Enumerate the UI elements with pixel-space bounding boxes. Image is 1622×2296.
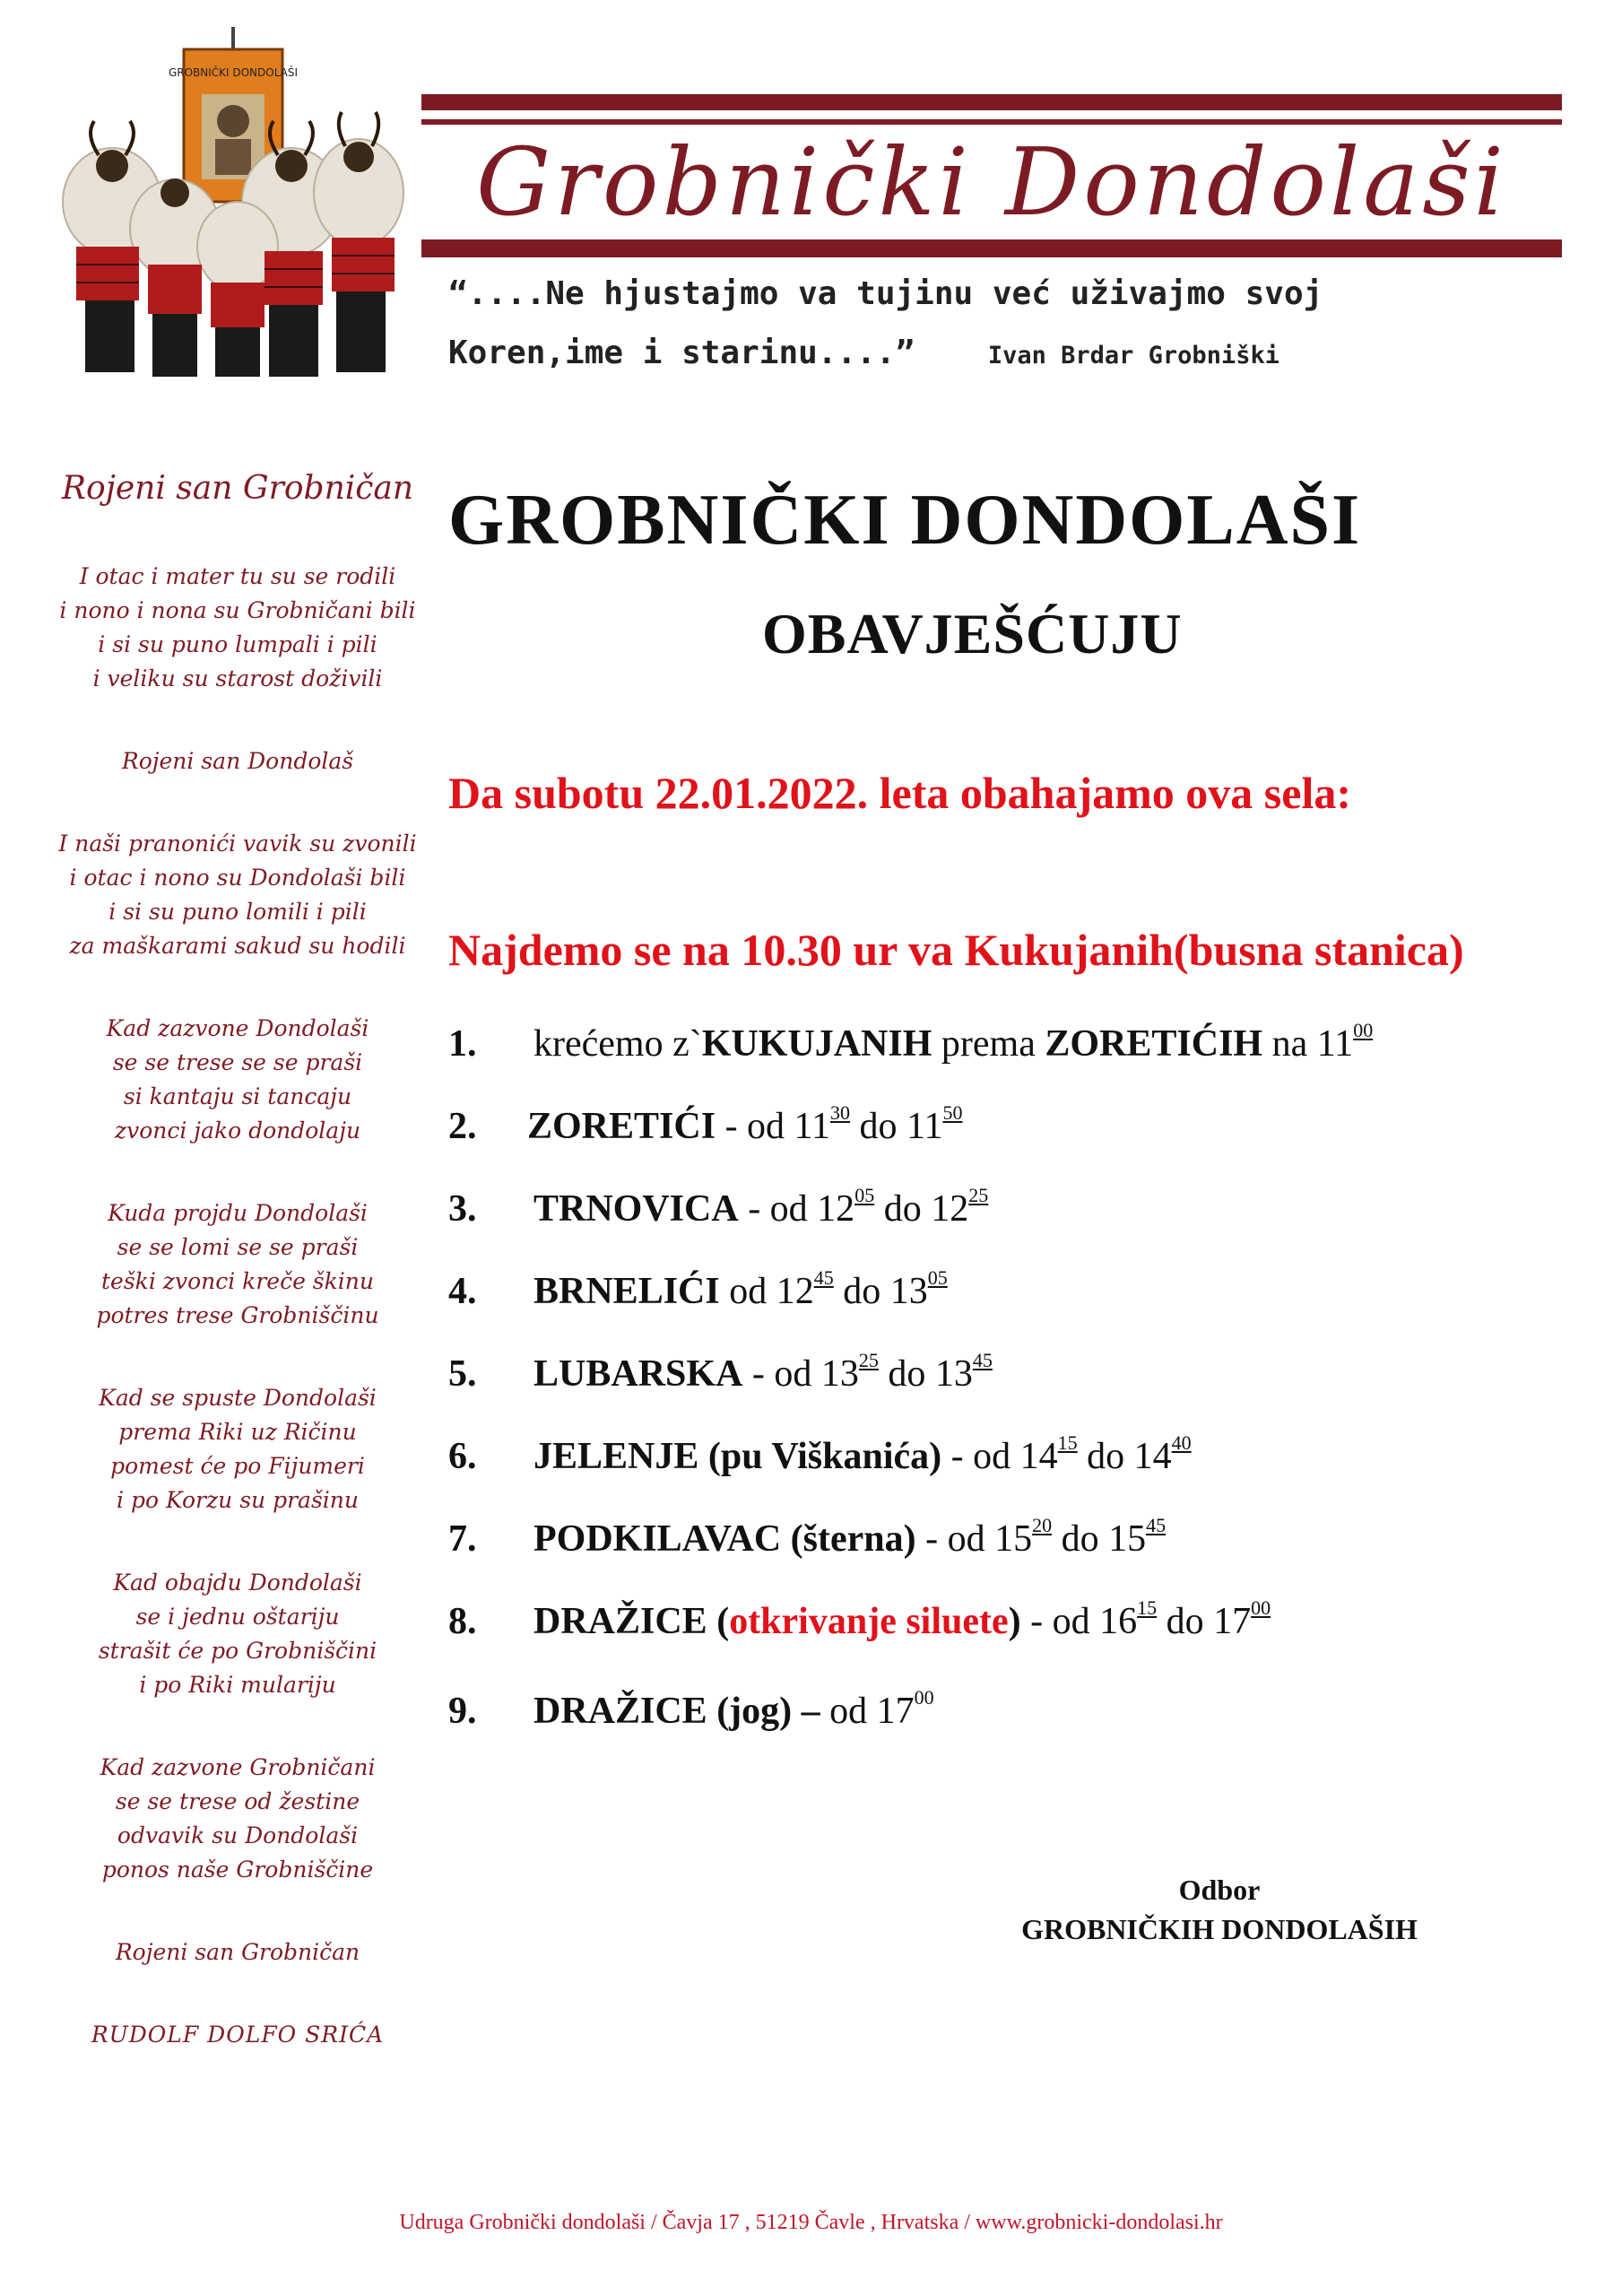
item-number: 5. <box>448 1353 477 1395</box>
poem-line: potres trese Grobniščinu <box>96 1302 379 1328</box>
poem-line-dondolas: Rojeni san Dondolaš <box>121 748 354 774</box>
poem-stanza-5 <box>36 1381 439 1518</box>
quote-line-2 <box>448 328 1569 381</box>
poem-line: prema Riki uz Ričinu <box>118 1419 357 1445</box>
item-text: LUBARSKA - od $13^{25}$ do $13^{45}$ <box>533 1349 993 1395</box>
item-number: 1. <box>448 1023 477 1065</box>
item-text: krećemo z`KUKUJANIH prema ZORETIĆIH na $11^{00}$ <box>533 1019 1374 1065</box>
highlight-text: otkrivanje siluete <box>729 1601 1009 1642</box>
item-number: 6. <box>448 1436 477 1477</box>
poem-author: RUDOLF DOLFO SRIĆA <box>91 2022 385 2048</box>
item-text: ZORETIĆI - od $11^{30}$ do $11^{50}$ <box>527 1101 963 1147</box>
poem-stanza-2 <box>36 827 439 963</box>
header-quote <box>448 269 1569 381</box>
banner-bar-bottom <box>421 239 1562 257</box>
poem-line: Kad zazvone Dondolaši <box>106 1015 369 1041</box>
poem-line: i si su puno lomili i pili <box>108 899 367 925</box>
poem-line: za maškarami sakud su hodili <box>69 933 406 959</box>
signoff <box>977 1870 1605 1949</box>
poem-line: odvavik su Dondolaši <box>117 1822 359 1848</box>
poem-line: Kad se spuste Dondolaši <box>99 1385 377 1411</box>
poem-line: se se trese od žestine <box>115 1788 360 1814</box>
poem-stanza-3 <box>36 1012 439 1148</box>
poem-stanza-7 <box>36 1751 439 1887</box>
item-text: TRNOVICA - od $12^{05}$ do $12^{25}$ <box>533 1184 989 1230</box>
poem-line: pomest će po Fijumeri <box>110 1453 365 1479</box>
poem-stanza-1 <box>36 560 439 696</box>
meeting-line: Najdemo se na 10.30 ur va Kukujanih(busna stanica) <box>448 925 1464 975</box>
poem-line: i veliku su starost doživili <box>92 665 383 691</box>
item-text: JELENJE (pu Viškanića) - od $14^{15}$ do $14^{40}$ <box>533 1431 1192 1477</box>
poem-title: Rojeni san Grobničan <box>61 470 414 507</box>
poem-line: Kad obajdu Dondolaši <box>113 1570 362 1596</box>
poem-line: ponos naše Grobniščine <box>101 1857 374 1883</box>
footer-address: Udruga Grobnički dondolaši / Čavja 17 , 51219 Čavle , Hrvatska / www.grobnicki-dondolasi.hr <box>399 2211 1223 2234</box>
item-number: 8. <box>448 1601 477 1642</box>
item-number: 3. <box>448 1188 477 1230</box>
poem-line: Kuda projdu Dondolaši <box>108 1200 368 1226</box>
svg-text:GROBNIČKI DONDOLAŠI: GROBNIČKI DONDOLAŠI <box>168 66 299 79</box>
signoff-line-2: GROBNIČKIH DONDOLAŠIH <box>1021 1913 1418 1945</box>
signoff-line-1: Odbor <box>1178 1874 1261 1906</box>
poem-line: teški zvonci kreče škinu <box>101 1268 374 1294</box>
date-line: Da subotu 22.01.2022. leta obahajamo ova sela: <box>448 768 1351 818</box>
poem-line: se se lomi se se praši <box>117 1234 359 1260</box>
poem-line: se i jednu oštariju <box>135 1604 340 1630</box>
notice-title: GROBNIČKI DONDOLAŠI <box>448 481 1362 560</box>
quote-line-1: “....Ne hjustajmo va tujinu već uživajmo svoj <box>448 275 1323 312</box>
item-text: PODKILAVAC (šterna) - od $15^{20}$ do $15^{45}$ <box>533 1514 1167 1560</box>
notice-subtitle: OBAVJEŠĆUJU <box>762 602 1183 665</box>
item-text: BRNELIĆI od $12^{45}$ do $13^{05}$ <box>533 1266 948 1312</box>
poem-line: si kantaju si tancaju <box>123 1083 352 1109</box>
item-number: 2. <box>448 1106 477 1147</box>
poem-line: i nono i nona su Grobničani bili <box>59 597 416 623</box>
item-number: 4. <box>448 1271 477 1312</box>
item-text: DRAŽICE (otkrivanje siluete) - od $16^{15}$ do $17^{00}$ <box>533 1596 1271 1642</box>
item-number: 7. <box>448 1518 477 1560</box>
item-text: DRAŽICE (jog) – od $17^{00}$ <box>533 1686 934 1732</box>
poem-line: i po Riki mulariju <box>139 1672 336 1698</box>
poem-closing: Rojeni san Grobničan <box>115 1939 360 1965</box>
poem-line: i si su puno lumpali i pili <box>98 631 377 657</box>
poem-stanza-6 <box>36 1566 439 1702</box>
quote-author: Ivan Brdar Grobniški <box>987 342 1279 370</box>
item-number: 9. <box>448 1691 477 1732</box>
poem-line: I otac i mater tu su se rodili <box>79 563 396 589</box>
poem-line: zvonci jako dondolaju <box>114 1118 361 1144</box>
quote-line-2-text: Koren,ime i starinu....” <box>448 335 915 371</box>
poem-line: Kad zazvone Grobničani <box>100 1754 376 1780</box>
logo-title: Grobnički Dondolaši <box>476 127 1507 237</box>
poem-line: I naši pranonići vavik su zvonili <box>58 831 417 857</box>
poem-line: i otac i nono su Dondolaši bili <box>69 865 406 891</box>
poem-line: strašit će po Grobniščini <box>98 1638 377 1664</box>
poem-stanza-4 <box>36 1196 439 1333</box>
poem-line: se se trese se se praši <box>112 1049 363 1075</box>
banner-bar-top <box>421 94 1562 110</box>
poem-column <box>36 466 439 2052</box>
dondolasi-group-photo <box>49 22 421 386</box>
logo-banner <box>421 94 1562 257</box>
poem-line: i po Korzu su prašinu <box>117 1487 359 1513</box>
